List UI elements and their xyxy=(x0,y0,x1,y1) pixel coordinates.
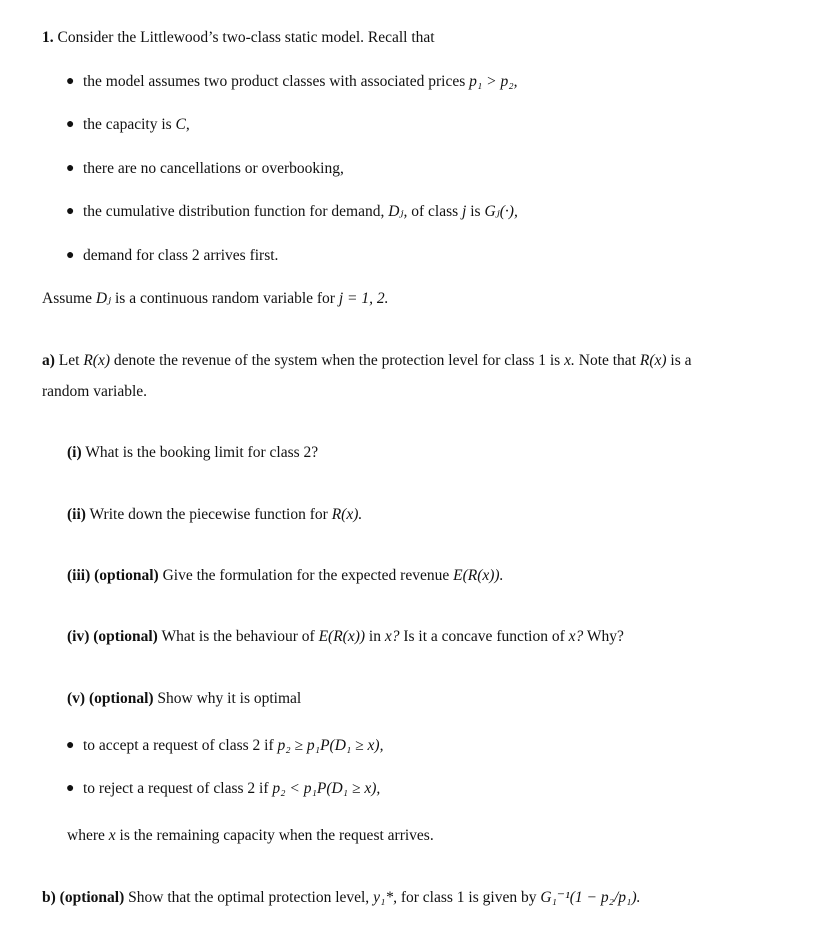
assumption-cdf: the cumulative distribution function for demand, Dⱼ, of class j is Gⱼ(·), xyxy=(83,203,518,220)
part-a-iii: (iii) (optional) Give the formulation for the expected revenue E(R(x)). xyxy=(67,567,504,584)
part-a-i: (i) What is the booking limit for class 2? xyxy=(67,444,319,461)
math-prices: p₁ > p₂, xyxy=(469,73,518,90)
part-b: b) (optional) Show that the optimal protection level, y₁*, for class 1 is given by G₁⁻¹(1 − p₂/p₁). xyxy=(42,889,641,906)
part-a-label: a) xyxy=(42,352,55,369)
part-b-label: b) (optional) xyxy=(42,889,125,906)
bullet-icon: ● xyxy=(66,117,75,132)
bullet-icon: ● xyxy=(66,74,75,89)
question-intro xyxy=(42,28,435,48)
part-a-v-reject: to reject a request of class 2 if p₂ < p₁P(D₁ ≥ x), xyxy=(83,780,381,797)
part-a-v-accept: to accept a request of class 2 if p₂ ≥ p₁P(D₁ ≥ x), xyxy=(83,737,384,754)
bullet-icon: ● xyxy=(66,161,75,176)
bullet-icon: ● xyxy=(66,248,75,263)
bullet-icon: ● xyxy=(66,781,75,796)
assumption-arrival: demand for class 2 arrives first. xyxy=(83,247,279,264)
bullet-icon: ● xyxy=(66,738,75,753)
question-number: 1. xyxy=(42,29,54,46)
part-a-line2: random variable. xyxy=(42,383,148,400)
part-a-iv: (iv) (optional) What is the behaviour of E(R(x)) in x? Is it a concave function of x? Why? xyxy=(67,628,624,645)
part-a-v-where: where x is the remaining capacity when the request arrives. xyxy=(67,827,434,844)
bullet-icon: ● xyxy=(66,204,75,219)
part-a-line1: a) Let R(x) denote the revenue of the system when the protection level for class 1 is x. Note that R(x) is a xyxy=(42,352,692,369)
part-a-ii: (ii) Write down the piecewise function for R(x). xyxy=(67,506,363,523)
assumption-capacity: the capacity is C, xyxy=(83,116,190,133)
intro-text: Consider the Littlewood’s two-class static model. Recall that xyxy=(57,29,435,46)
assumption-cancellations: there are no cancellations or overbooking, xyxy=(83,160,344,177)
assumption-prices: the model assumes two product classes with associated prices p₁ > p₂, xyxy=(83,73,518,90)
assume-continuous: Assume Dⱼ is a continuous random variable for j = 1, 2. xyxy=(42,290,389,307)
part-a-v: (v) (optional) Show why it is optimal xyxy=(67,690,302,707)
inverse-cdf-formula: G₁⁻¹(1 − p₂/p₁). xyxy=(540,889,641,906)
math-capacity: C, xyxy=(175,116,190,133)
